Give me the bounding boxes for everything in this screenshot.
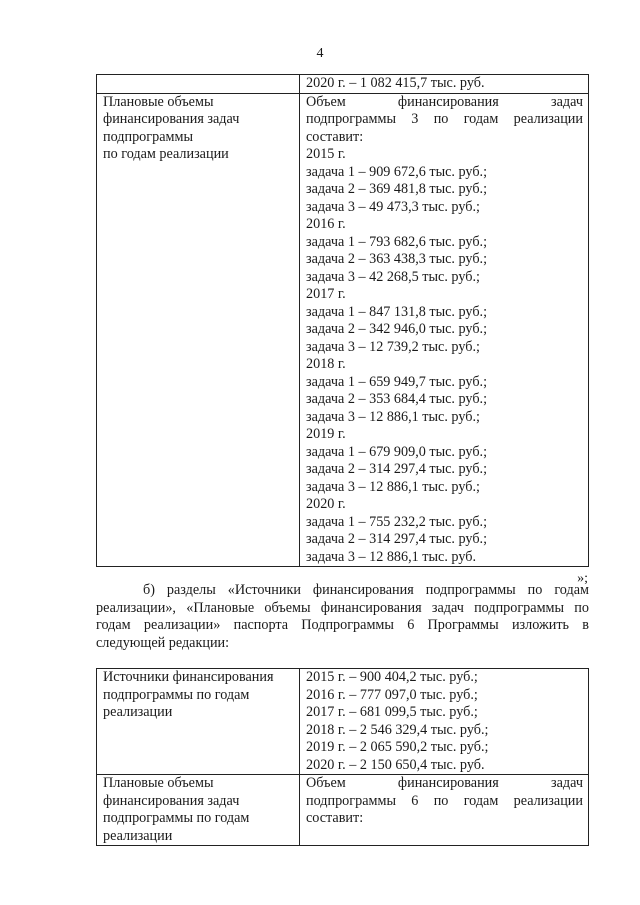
paragraph-line: годам реализации» паспорта Подпрограммы 6 Программы изложить в: [96, 617, 589, 633]
row-label-line: подпрограммы: [103, 128, 193, 145]
paragraph-line: реализации», «Плановые объемы финансирования задач подпрограммы по: [96, 599, 589, 616]
row-label-line: Плановые объемы: [103, 775, 214, 791]
financing-table-subprogram-3: [96, 74, 589, 567]
task-funding-line: задача 1 – 847 131,8 тыс. руб.;: [306, 303, 488, 320]
intro-line: подпрограммы 3 по годам реализации: [306, 111, 583, 127]
task-funding-line: задача 2 – 314 297,4 тыс. руб.;: [306, 531, 488, 547]
task-funding-line: задача 2 – 342 946,0 тыс. руб.;: [306, 321, 488, 337]
task-funding-line: задача 3 – 42 268,5 тыс. руб.;: [306, 268, 480, 285]
task-funding-lines: [306, 129, 583, 567]
task-funding-line: 2017 г.: [306, 286, 346, 302]
task-funding-line: задача 2 – 353 684,4 тыс. руб.;: [306, 391, 488, 407]
page-number: 4: [316, 46, 324, 61]
row-label-cell: [97, 669, 300, 775]
table-cell: [97, 75, 300, 94]
intro-line: Объем финансирования задач: [306, 775, 583, 791]
task-funding-line: задача 2 – 369 481,8 тыс. руб.;: [306, 181, 488, 197]
row-label-cell: [97, 93, 300, 567]
year-funding-line: 2017 г. – 681 099,5 тыс. руб.;: [306, 704, 478, 720]
task-funding-line: задача 3 – 12 886,1 тыс. руб.;: [306, 408, 480, 425]
intro-line: составит:: [306, 810, 364, 826]
year-funding-line: 2015 г. – 900 404,2 тыс. руб.;: [306, 669, 478, 685]
row-label-line: подпрограммы по годам: [103, 810, 250, 826]
row-label-line: подпрограммы по годам: [103, 686, 250, 703]
task-funding-line: составит:: [306, 128, 364, 145]
row-label-line: Источники финансирования: [103, 669, 274, 685]
table-row: [97, 775, 589, 846]
task-funding-line: 2018 г.: [306, 356, 346, 372]
task-funding-line: задача 1 – 909 672,6 тыс. руб.;: [306, 163, 488, 180]
year-funding-line: 2016 г. – 777 097,0 тыс. руб.;: [306, 686, 478, 703]
paragraph-line: б) разделы «Источники финансирования подпрограммы по годам: [143, 582, 589, 598]
year-funding-line: 2019 г. – 2 065 590,2 тыс. руб.;: [306, 739, 489, 755]
row-label-line: финансирования задач: [103, 792, 240, 809]
task-funding-line: задача 3 – 49 473,3 тыс. руб.;: [306, 198, 480, 215]
task-funding-line: задача 1 – 659 949,7 тыс. руб.;: [306, 373, 488, 390]
task-funding-line: задача 3 – 12 739,2 тыс. руб.;: [306, 338, 480, 355]
task-funding-cell: [300, 93, 589, 567]
row-label-line: финансирования задач: [103, 111, 240, 127]
row-label-line: реализации: [103, 704, 173, 720]
task-funding-line: задача 2 – 314 297,4 тыс. руб.;: [306, 461, 488, 477]
closing-quote-mark: »;: [577, 571, 588, 586]
year-funding-cell: [300, 669, 589, 775]
task-funding-line: 2016 г.: [306, 216, 346, 232]
row-label-line: Плановые объемы: [103, 93, 214, 110]
task-funding-line: 2019 г.: [306, 426, 346, 442]
year-funding-line: 2020 г. – 2 150 650,4 тыс. руб.: [306, 756, 485, 773]
row-label-line: по годам реализации: [103, 146, 229, 162]
table-row: [97, 669, 589, 775]
row-label-cell: [97, 775, 300, 846]
task-funding-line: задача 1 – 679 909,0 тыс. руб.;: [306, 443, 488, 460]
task-funding-line: задача 1 – 755 232,2 тыс. руб.;: [306, 513, 488, 530]
row-label-line: реализации: [103, 827, 173, 844]
year-funding-line: 2018 г. – 2 546 329,4 тыс. руб.;: [306, 721, 489, 738]
table-cell: [300, 75, 589, 94]
intro-line: Объем финансирования задач: [306, 93, 583, 110]
table-row: [97, 75, 589, 94]
table-row: [97, 93, 589, 567]
year-total-line: 2020 г. – 1 082 415,7 тыс. руб.: [306, 75, 485, 91]
task-funding-line: 2015 г.: [306, 146, 346, 162]
financing-table-subprogram-6: [96, 668, 589, 846]
intro-line: подпрограммы 6 по годам реализации: [306, 792, 583, 809]
amendment-paragraph: [96, 582, 589, 652]
task-funding-line: задача 1 – 793 682,6 тыс. руб.;: [306, 233, 488, 250]
task-funding-line: 2020 г.: [306, 496, 346, 512]
task-funding-line: задача 2 – 363 438,3 тыс. руб.;: [306, 251, 488, 267]
paragraph-line: следующей редакции:: [96, 634, 230, 651]
task-funding-line: задача 3 – 12 886,1 тыс. руб.: [306, 548, 477, 565]
task-funding-cell: [300, 775, 589, 846]
task-funding-line: задача 3 – 12 886,1 тыс. руб.;: [306, 478, 480, 495]
